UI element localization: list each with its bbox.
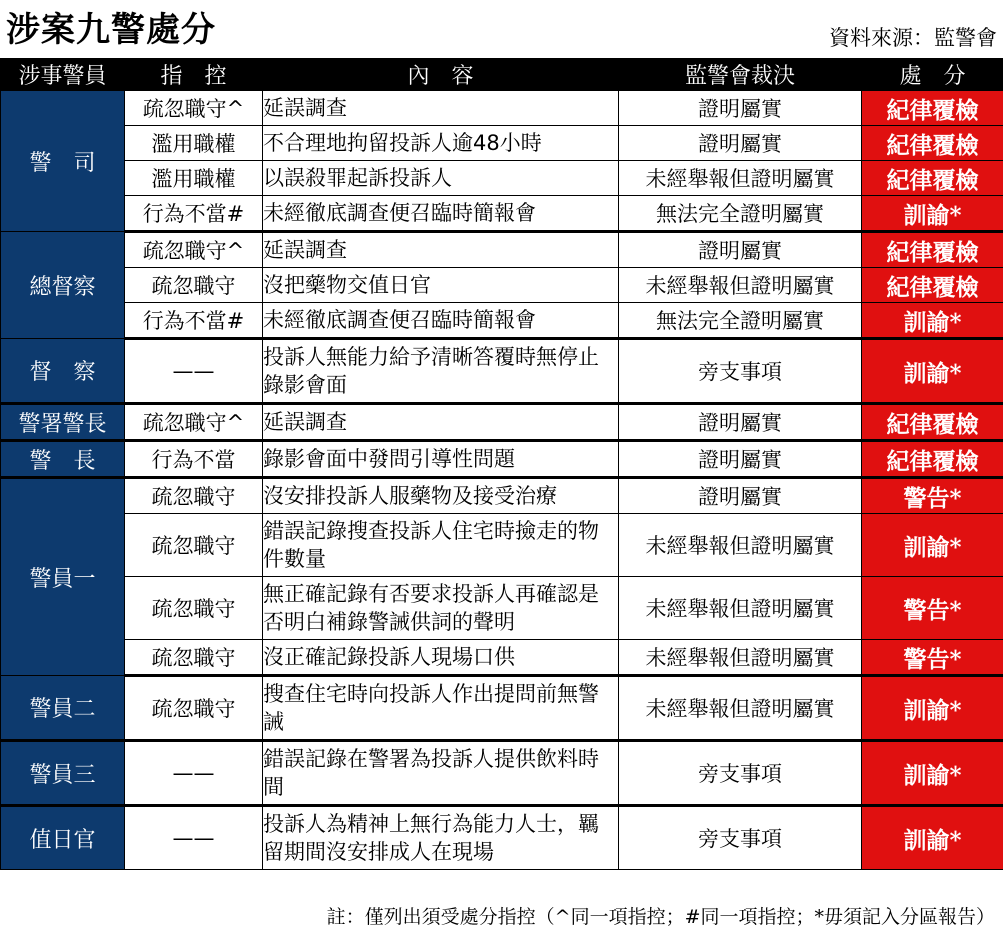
table-row: [1, 91, 1003, 126]
table-row: [1, 676, 1003, 741]
charge-cell: 疏忽職守: [125, 268, 263, 303]
officer-cell: 警 長: [1, 441, 125, 478]
detail-cell: 延誤調查: [263, 404, 619, 441]
table-row: [1, 232, 1003, 268]
ruling-cell: 證明屬實: [619, 404, 862, 441]
officer-cell: 警員三: [1, 741, 125, 806]
penalty-cell: 訓諭*: [862, 303, 1003, 339]
ruling-cell: 未經舉報但證明屬實: [619, 514, 862, 577]
charge-cell: ——: [125, 741, 263, 806]
detail-cell: 投訴人無能力給予清晰答覆時無停止錄影會面: [263, 339, 619, 404]
table-row: [1, 126, 1003, 161]
table-row: [1, 514, 1003, 577]
penalty-cell: 警告*: [862, 640, 1003, 676]
ruling-cell: 證明屬實: [619, 441, 862, 478]
penalty-cell: 訓諭*: [862, 339, 1003, 404]
ruling-cell: 證明屬實: [619, 91, 862, 126]
penalty-cell: 紀律覆檢: [862, 232, 1003, 268]
detail-cell: 錯誤記錄在警署為投訴人提供飲料時間: [263, 741, 619, 806]
table-row: [1, 161, 1003, 196]
detail-cell: 錄影會面中發問引導性問題: [263, 441, 619, 478]
officer-cell: 值日官: [1, 806, 125, 870]
ruling-cell: 未經舉報但證明屬實: [619, 676, 862, 741]
detail-cell: 沒正確記錄投訴人現場口供: [263, 640, 619, 676]
detail-cell: 未經徹底調查便召臨時簡報會: [263, 196, 619, 232]
ruling-cell: 旁支事項: [619, 806, 862, 870]
table-row: [1, 806, 1003, 870]
ruling-cell: 未經舉報但證明屬實: [619, 268, 862, 303]
charge-cell: 疏忽職守: [125, 478, 263, 514]
table-row: [1, 441, 1003, 478]
officer-cell: 督 察: [1, 339, 125, 404]
penalty-cell: 紀律覆檢: [862, 268, 1003, 303]
page-title: 涉案九警處分: [6, 10, 216, 50]
penalty-cell: 紀律覆檢: [862, 404, 1003, 441]
detail-cell: 錯誤記錄搜查投訴人住宅時撿走的物件數量: [263, 514, 619, 577]
officer-cell: 警員一: [1, 478, 125, 676]
penalty-cell: 紀律覆檢: [862, 441, 1003, 478]
detail-cell: 沒把藥物交值日官: [263, 268, 619, 303]
penalty-cell: 紀律覆檢: [862, 126, 1003, 161]
table-row: [1, 577, 1003, 640]
penalty-cell: 訓諭*: [862, 514, 1003, 577]
penalty-cell: 警告*: [862, 478, 1003, 514]
header-officer: 涉事警員: [1, 59, 125, 91]
detail-cell: 搜查住宅時向投訴人作出提問前無警誡: [263, 676, 619, 741]
ruling-cell: 證明屬實: [619, 232, 862, 268]
charge-cell: 疏忽職守: [125, 514, 263, 577]
ruling-cell: 未經舉報但證明屬實: [619, 161, 862, 196]
charge-cell: 疏忽職守: [125, 577, 263, 640]
officer-cell: 警 司: [1, 91, 125, 232]
penalty-cell: 警告*: [862, 577, 1003, 640]
ruling-cell: 旁支事項: [619, 339, 862, 404]
header-row: [1, 59, 1003, 91]
detail-cell: 沒安排投訴人服藥物及接受治療: [263, 478, 619, 514]
penalty-cell: 訓諭*: [862, 806, 1003, 870]
table-row: [1, 478, 1003, 514]
detail-cell: 不合理地拘留投訴人逾48小時: [263, 126, 619, 161]
detail-cell: 無正確記錄有否要求投訴人再確認是否明白補錄警誡供詞的聲明: [263, 577, 619, 640]
ruling-cell: 無法完全證明屬實: [619, 303, 862, 339]
charge-cell: 疏忽職守^: [125, 91, 263, 126]
header-detail: 內 容: [263, 59, 619, 91]
ruling-cell: 未經舉報但證明屬實: [619, 577, 862, 640]
detail-cell: 以誤殺罪起訴投訴人: [263, 161, 619, 196]
penalty-cell: 紀律覆檢: [862, 161, 1003, 196]
ruling-cell: 無法完全證明屬實: [619, 196, 862, 232]
charge-cell: 疏忽職守^: [125, 404, 263, 441]
penalty-cell: 訓諭*: [862, 196, 1003, 232]
header-charge: 指 控: [125, 59, 263, 91]
officer-cell: 警署警長: [1, 404, 125, 441]
header-ruling: 監警會裁決: [619, 59, 862, 91]
table-row: [1, 339, 1003, 404]
table-row: [1, 303, 1003, 339]
penalty-cell: 紀律覆檢: [862, 91, 1003, 126]
charge-cell: 行為不當#: [125, 196, 263, 232]
charge-cell: 濫用職權: [125, 161, 263, 196]
header-penalty: 處 分: [862, 59, 1003, 91]
footnote: 註：僅列出須受處分指控（^同一項指控；#同一項指控；*毋須記入分區報告）: [326, 906, 995, 928]
table-row: [1, 404, 1003, 441]
table-row: [1, 196, 1003, 232]
charge-cell: 疏忽職守^: [125, 232, 263, 268]
detail-cell: 未經徹底調查便召臨時簡報會: [263, 303, 619, 339]
discipline-table: [0, 58, 1003, 870]
detail-cell: 投訴人為精神上無行為能力人士，羈留期間沒安排成人在現場: [263, 806, 619, 870]
ruling-cell: 旁支事項: [619, 741, 862, 806]
charge-cell: ——: [125, 339, 263, 404]
detail-cell: 延誤調查: [263, 91, 619, 126]
charge-cell: 疏忽職守: [125, 640, 263, 676]
officer-cell: 總督察: [1, 232, 125, 339]
detail-cell: 延誤調查: [263, 232, 619, 268]
charge-cell: ——: [125, 806, 263, 870]
charge-cell: 行為不當#: [125, 303, 263, 339]
table-row: [1, 741, 1003, 806]
penalty-cell: 訓諭*: [862, 676, 1003, 741]
penalty-cell: 訓諭*: [862, 741, 1003, 806]
charge-cell: 行為不當: [125, 441, 263, 478]
officer-cell: 警員二: [1, 676, 125, 741]
charge-cell: 濫用職權: [125, 126, 263, 161]
ruling-cell: 未經舉報但證明屬實: [619, 640, 862, 676]
charge-cell: 疏忽職守: [125, 676, 263, 741]
table-row: [1, 268, 1003, 303]
ruling-cell: 證明屬實: [619, 478, 862, 514]
table-row: [1, 640, 1003, 676]
ruling-cell: 證明屬實: [619, 126, 862, 161]
source-credit: 資料來源：監警會: [829, 26, 997, 50]
